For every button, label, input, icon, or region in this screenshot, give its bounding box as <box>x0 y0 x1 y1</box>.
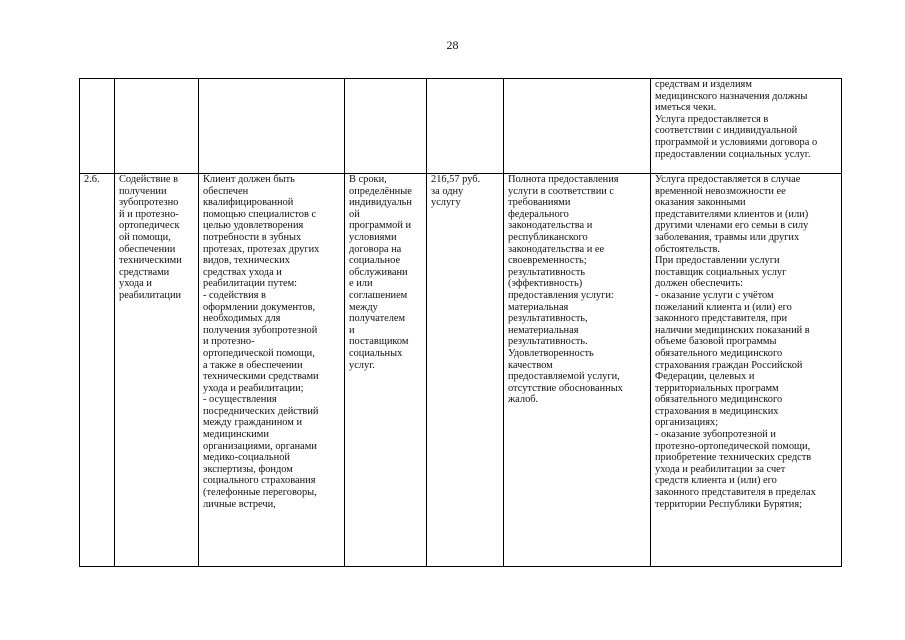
cell-quality-indicators <box>504 79 651 174</box>
cell-quality-indicators: Полнота предоставления услуги в соответствии с требованиями федерального законодательства и республиканского законодательства и ее своевременность; результативность (эффективность) предоставления услуги: материальная результативность, нематериальная результативность. Удовлетворенность качеством предоставляемой услуги, отсутствие обоснованных жалоб. <box>504 174 651 567</box>
cell-service-terms <box>345 79 427 174</box>
cell-number <box>80 79 115 174</box>
table-row-2-6 <box>80 174 842 567</box>
cell-service-conditions: Услуга предоставляется в случае временной невозможности ее оказания законными представителями клиентов и (или) другими членами его семьи в силу заболевания, травмы или других обстоятельств. При предоставлении услуги поставщик социальных услуг должен обеспечить: - оказание услуги с учётом пожеланий клиента и (или) его законного представителя, при наличии медицинских показаний в объеме базовой программы обязательного медицинского страхования граждан Российской Федерации, целевых и территориальных программ обязательного медицинского страхования в медицинских организациях; - оказание зубопротезной и протезно-ортопедической помощи, приобретение технических средств ухода и реабилитации за счет средств клиента и (или) его законного представителя в пределах территории Республики Бурятия; <box>651 174 842 567</box>
cell-service-description: Клиент должен быть обеспечен квалифицированной помощью специалистов с целью удовлетворения потребности в зубных протезах, протезах других видов, технических средствах ухода и реабилитации путем: - содействия в оформлении документов, необходимых для получения зубопротезной и протезно- ортопедической помощи, а также в обеспечении техническими средствами ухода и реабилитации; - осуществления посреднических действий между гражданином и медицинскими организациями, органами медико-социальной экспертизы, фондом социального страхования (телефонные переговоры, личные встречи, <box>199 174 345 567</box>
cell-service-terms: В сроки, определённые индивидуальн ой программой и условиями договора на социальное обслуживани е или соглашением между получателем и поставщиком социальных услуг. <box>345 174 427 567</box>
cell-service-price: 216,57 руб. за одну услугу <box>427 174 504 567</box>
cell-number: 2.6. <box>80 174 115 567</box>
services-table <box>79 78 842 567</box>
table-row-continued <box>80 79 842 174</box>
cell-service-price <box>427 79 504 174</box>
cell-service-description <box>199 79 345 174</box>
page-number: 28 <box>446 38 459 52</box>
cell-service-name: Содействие в получении зубопротезно й и протезно- ортопедическ ой помощи, обеспечении техническими средствами ухода и реабилитации <box>115 174 199 567</box>
cell-service-name <box>115 79 199 174</box>
cell-service-conditions: средствам и изделиям медицинского назначения должны иметься чеки. Услуга предоставляется в соответствии с индивидуальной программой и условиями договора о предоставлении социальных услуг. <box>651 79 842 174</box>
